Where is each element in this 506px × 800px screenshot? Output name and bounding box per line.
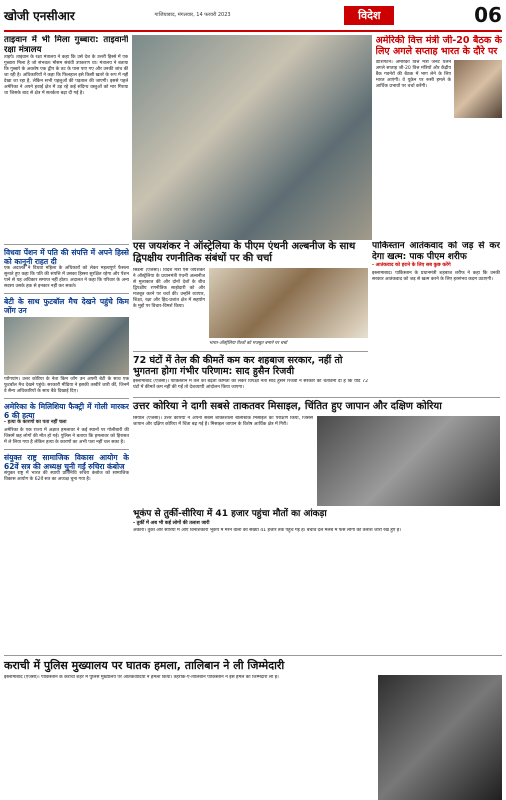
karachi-photo xyxy=(378,675,502,800)
story11-body: अंकारा। तुर्की और सीरिया में आए विनाशकारी भूकंप में मरने वालों की संख्या 41 हजार तक पहुंच गई है। बचाव दल मलबे में फंसे लोगों की तलाश जारी रखे हुए हैं। xyxy=(133,528,401,533)
story3-body: प्योंगयांग। उत्तर कोरिया के नेता किम जोंग उन अपनी बेटी के साथ एक फुटबॉल मैच देखने पहुंचे। सरकारी मीडिया ने इसकी तस्वीरें जारी कीं, जिनमें वे सैन्य अधिकारियों के साथ बैठे दिखाई दिए। xyxy=(4,377,129,394)
kim-photo xyxy=(4,317,129,375)
story4-headline: अमेरिका के मिलिशिया फैक्ट्री में गोली मारकर 6 की हत्या xyxy=(4,402,129,420)
story4-sub: - हत्या के कारणों का पता नहीं चला xyxy=(4,420,67,425)
story10-headline: उत्तर कोरिया ने दागी सबसे ताकतवर मिसाइल, चिंतित हुए जापान और दक्षिण कोरिया xyxy=(133,401,442,412)
story5-headline: संयुक्त राष्ट्र सामाजिक विकास आयोग के 62वें सत्र की अध्यक्ष चुनी गईं रुचिरा कंबोज xyxy=(4,453,129,471)
earthquake-photo xyxy=(317,416,500,506)
paper-name: खोजी एनसीआर xyxy=(4,8,75,23)
story9-body: इस्लामाबाद। पाकिस्तान के प्रधानमंत्री शहबाज शरीफ ने कहा कि उनकी सरकार आतंकवाद को जड़ से खत्म करने के लिए हरसंभव कदम उठाएगी। xyxy=(372,271,500,282)
story11-sub: - तुर्की में अब भी कई लोगों की तलाश जारी xyxy=(133,521,210,526)
story4-body: अमेरिका के एक राज्य में अज्ञात हमलावर ने कई स्थानों पर गोलीबारी की जिसमें छह लोगों की मौत हो गई। पुलिस ने बताया कि हमलावर को हिरासत में ले लिया गया है लेकिन हत्या के कारणों का अभी पता नहीं चल सका है। xyxy=(4,428,129,445)
jaishankar-caption: भारत-ऑस्ट्रेलिया रिश्तों को मजबूत बनाने पर चर्चा xyxy=(209,341,288,346)
jaishankar-photo xyxy=(209,268,368,338)
story12-headline: कराची में पुलिस मुख्यालय पर घातक हमला, तालिबान ने ली जिम्मेदारी xyxy=(4,659,285,672)
story5-body: संयुक्त राष्ट्र में भारत की स्थायी प्रतिनिधि रुचिरा कंबोज को सामाजिक विकास आयोग के 62वें सत्र का अध्यक्ष चुना गया है। xyxy=(4,471,129,482)
section-label: विदेश xyxy=(344,6,394,25)
story9-headline: पाकिस्तान आतंकवाद को जड़ से कर देगा खत्म: पाक पीएम शरीफ xyxy=(372,241,500,262)
masthead xyxy=(4,0,502,32)
story6-headline: एस जयशंकर ने ऑस्ट्रेलिया के पीएम एंथनी अल्बनीज के साथ द्विपक्षीय रणनीतिक संबंधों पर की चर्चा xyxy=(133,241,356,264)
story7-body: इस्लामाबाद (एजेंसी)। पाकिस्तान में तेल की बढ़ती कीमतों को लेकर विपक्षी नेता साद हुसैन रिजवी ने सरकार को चेतावनी दी है कि यदि 72 घंटों में कीमतें कम नहीं की गईं तो देशव्यापी आंदोलन किया जाएगा। xyxy=(133,379,368,390)
story12-body: इस्लामाबाद (एजेंसी)। पाकिस्तान के कराची शहर में पुलिस मुख्यालय पर आतंकवादियों ने हमला किया। तहरीक-ए-तालिबान पाकिस्तान ने इस हमले की जिम्मेदारी ली है। xyxy=(4,675,279,680)
story6-body: सिडनी (एजेंसी)। विदेश मंत्री एस जयशंकर ने ऑस्ट्रेलिया के प्रधानमंत्री एंथनी अल्बनीज से मुलाकात की और दोनों देशों के बीच द्विपक्षीय रणनीतिक साझेदारी को और मजबूत करने पर चर्चा की। उन्होंने व्यापार, शिक्षा, रक्षा और हिंद-प्रशांत क्षेत्र में सहयोग के मुद्दों पर विचार-विमर्श किया। xyxy=(133,268,205,309)
story1-body: ताइपे। ताइवान के रक्षा मंत्रालय ने कहा कि उसे देश के उत्तरी हिस्से में एक गुब्बारा मिला है जो संभवतः मौसम संबंधी उपकरण था। मंत्रालय ने बताया कि गुब्बारे के अवशेष एक द्वीप के तट के पास पाए गए और उनकी जांच की जा रही है। अधिकारियों ने कहा कि फिलहाल इसे किसी खतरे के रूप में नहीं देखा जा रहा है, लेकिन सभी पहलुओं की पड़ताल की जाएगी। इससे पहले अमेरिका ने अपने हवाई क्षेत्र में उड़ रहे कई संदिग्ध वस्तुओं को मार गिराया था जिसके बाद से क्षेत्र में सतर्कता बढ़ा दी गई है। xyxy=(4,55,129,96)
yellen-photo xyxy=(454,60,502,118)
story8-body: वाशिंगटन। अमेरिकी वित्त मंत्री जेनेट येलेन अगले सप्ताह जी-20 वित्त मंत्रियों और केंद्रीय बैंक गवर्नरों की बैठक में भाग लेने के लिए भारत आएंगी। वे यूक्रेन पर रूसी हमले के आर्थिक प्रभावों पर चर्चा करेंगी। xyxy=(375,60,451,89)
issue-meta: गाजियाबाद, मंगलवार, 14 फरवरी 2023 xyxy=(154,11,231,18)
story2-body: एक अदालत ने विधवा महिला के अधिकारों को लेकर महत्वपूर्ण फैसला सुनाते हुए कहा कि पति की संपत्ति में उसका हिस्सा सुरक्षित रहेगा और पेंशन पाने से यह अधिकार समाप्त नहीं होता। अदालत ने कहा कि परिवार के अन्य सदस्य उसके हक से इनकार नहीं कर सकते। xyxy=(4,266,129,289)
story11-headline: भूकंप से तुर्की-सीरिया में 41 हजार पहुंचा मौतों का आंकड़ा xyxy=(133,509,327,519)
story10-body: सियोल (एजेंसी)। उत्तर कोरिया ने अपनी सबसे शक्तिशाली बैलिस्टिक मिसाइल का परीक्षण किया, जिससे जापान और दक्षिण कोरिया में चिंता बढ़ गई है। मिसाइल जापान के विशेष आर्थिक क्षेत्र में गिरी। xyxy=(133,416,313,427)
story3-headline: बेटी के साथ फुटबॉल मैच देखने पहुंचे किम जोंग उन xyxy=(4,297,129,315)
story8-headline: अमेरिकी वित्त मंत्री जी-20 बैठक के लिए अगले सप्ताह भारत के दौरे पर xyxy=(375,35,502,57)
story7-headline: 72 घंटों में तेल की कीमतें कम कर शहबाज सरकार, नहीं तो भुगतना होगा गंभीर परिणाम: साद हुसैन रिजवी xyxy=(133,355,343,377)
story2-headline: विधवा पेंशन में पति की संपत्ति में अपने हिस्से को कानूनी राहत दी xyxy=(4,248,129,266)
flood-photo xyxy=(132,35,371,240)
page-number: 06 xyxy=(474,3,502,27)
story9-sub: - आतंकवाद को हराने के लिए सब कुछ करेंगे xyxy=(372,263,451,268)
story1-headline: ताइवान में भी मिला गुब्बारा: ताइवानी रक्षा मंत्रालय xyxy=(4,35,129,55)
